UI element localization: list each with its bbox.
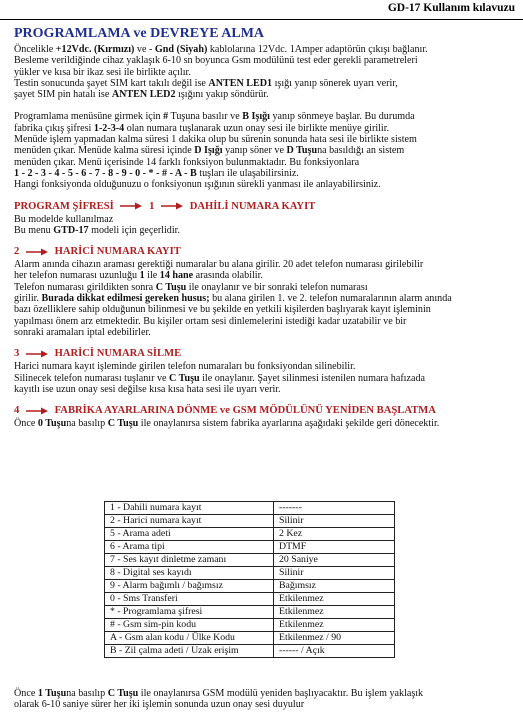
text-line: yükler ve kısa bir ikaz sesi ile birlikte açılır. [14,66,191,78]
setting-value-cell: Silinir [274,515,395,528]
text-line: olarak 6-10 saniye sürer her iki işlemin sonunda uzun onay sesi duyulur [14,699,305,711]
table-row [105,606,395,619]
bold-text: +12Vdc. (Kırmızı) [55,44,135,55]
section-3-text [14,361,514,395]
section-4-heading [14,405,514,417]
setting-name-cell: A - Gsm alan kodu / Ülke Kodu [105,632,274,645]
table-row [105,502,395,515]
intro-paragraph [14,44,514,100]
arrow-right-icon [26,350,48,358]
setting-value-cell: Silinir [274,567,395,580]
setting-value-cell: Etkilenmez [274,619,395,632]
section-3-number: 3 [14,348,20,360]
text-line: kayıtlı ise uzun onay sesi değilse kısa kısa hata sesi ile uyarı verir. [14,383,281,395]
setting-name-cell: 6 - Arama tipi [105,541,274,554]
section-3-heading [14,348,514,360]
arrow-right-icon [161,202,183,210]
table-row [105,541,395,554]
text-line: Bu menu GTD-17 modeli için geçerlidir. [14,224,180,236]
table-row [105,645,395,658]
bold-text: B Işığı [242,111,270,123]
setting-value-cell: Etkilenmez [274,593,395,606]
table-row [105,554,395,567]
table-row [105,632,395,645]
setting-value-cell: Etkilenmez [274,606,395,619]
table-row [105,515,395,528]
arrow-right-icon [26,407,48,415]
bold-text: C Tuşu [107,688,139,699]
section-4-text [14,418,514,429]
table-row [105,528,395,541]
bold-text: 1 Tuşu [37,688,67,699]
section-1-heading [14,201,514,213]
table-row [105,567,395,580]
section-4-number: 4 [14,405,20,417]
bold-text: ANTEN LED1 [208,77,273,89]
section-3-label: HARİCİ NUMARA SİLME [54,348,182,360]
setting-name-cell: 8 - Digital ses kayıdı [105,567,274,580]
bold-text: 1-2-3-4 [93,122,125,134]
arrow-right-icon [120,202,142,210]
bold-text: C Tuşu [107,418,139,430]
table-row [105,593,395,606]
text-line: Telefon numarası girildikten sonra C Tuşu ile onaylanır ve bir sonraki telefon numarası [14,281,368,293]
bold-text: D Tuşu [286,145,318,157]
bold-text: ANTEN LED2 [111,89,176,101]
bold-text: C Tuşu [169,372,200,384]
setting-value-cell: 20 Saniye [274,554,395,567]
section-2-number: 2 [14,246,20,258]
factory-settings-table-wrap [104,501,395,658]
text-line: sonraki aramaları iptal edebilirler. [14,326,151,338]
factory-settings-table [104,501,395,658]
section-1-prefix: PROGRAM ŞİFRESİ [14,200,114,212]
setting-value-cell: Bağımsız [274,580,395,593]
arrow-right-icon [26,248,48,256]
menu-paragraph [14,111,514,190]
setting-name-cell: 1 - Dahili numara kayıt [105,502,274,515]
setting-name-cell: * - Programlama şifresi [105,606,274,619]
table-row [105,580,395,593]
setting-value-cell: 2 Kez [274,528,395,541]
bold-text: GTD-17 [53,224,89,236]
setting-name-cell: 2 - Harici numara kayıt [105,515,274,528]
section-2-text [14,259,514,338]
text-line: Programlama menüsüne girmek için # Tuşuna basılır ve B Işığı yanıp sönmeye başlar. Bu durumda [14,111,415,123]
text-line: girilir. Burada dikkat edilmesi gereken husus; bu alana girilen 1. ve 2. telefon numaralarının alarm anında [14,293,452,305]
document-body [14,26,514,429]
bold-text: 1 - 2 - 3 - 4 - 5 - 6 - 7 - 8 - 9 - 0 - * - # - A - B [14,167,197,179]
text-line: Alarm anında cihazın araması gerektiği numaralar bu alana girilir. 20 adet telefon numarası girilebilir [14,259,424,271]
setting-value-cell: ------- [274,502,395,515]
bold-text: Gnd (Siyah) [154,44,208,55]
setting-name-cell: 7 - Ses kayıt dinletme zamanı [105,554,274,567]
section-1-text [14,214,514,237]
bold-text: 0 Tuşu [37,418,67,430]
text-line: her telefon numarası uzunluğu 1 ile 14 hane arasında olabilir. [14,270,263,282]
text-line: menüden çıkar. Menüde kalma süresi içinde D Işığı yanıp söner ve D Tuşuna basıldığı an sistem [14,145,405,157]
text-line: Önce 1 Tuşuna basılıp C Tuşu ile onaylanırsa GSM modülü yeniden başlıyacaktır. Bu işlem yaklaşık [14,688,424,699]
section-4-label: FABRİKA AYARLARINA DÖNME ve GSM MÖDÜLÜNÜ YENİDEN BAŞLATMA [54,405,436,417]
text-line: Bu modelde kullanılmaz [14,213,114,225]
setting-name-cell: B - Zil çalma adeti / Uzak erişim [105,645,274,658]
text-line: Hangi fonksiyonda olduğunuzu o fonksiyonun ışığının sürekli yanması ile anlayabilirsiniz. [14,179,381,191]
text-line: Öncelikle +12Vdc. (Kırmızı) ve - Gnd (Siyah) kablolarına 12Vdc. 1Amper adaptörün çıkışı bağlanır. [14,44,428,55]
text-line: menüden çıkar. Menü içerisinde 14 farklı fonksiyon bulunmaktadır. Bu fonksiyonlara [14,156,360,168]
bold-text: C Tuşu [155,281,187,293]
text-line: yapılması önem arz etmektedir. Bu kişiler ortam sesi dinlemelerini istediği kadar uzatabilir ve bir [14,315,407,327]
text-line: Önce 0 Tuşuna basılıp C Tuşu ile onaylanırsa sistem fabrika ayarlarına aşağıdaki şekilde geri dönecektir. [14,418,440,430]
bold-text: D Işığı [194,145,223,157]
text-line: bazı özelliklere sahip olduğunun bilinmesi ve bu şekilde en yetkili kişilerden başlıyarak kayıt işleminin [14,304,431,316]
gsm-restart-paragraph [14,688,514,711]
bold-text: 14 hane [159,270,194,282]
text-line: Harici numara kayıt işleminde girilen telefon numaraları bu fonksiyondan silinebilir. [14,361,356,373]
section-2-label: HARİCİ NUMARA KAYIT [54,246,181,258]
bold-text: # [163,111,169,123]
setting-name-cell: # - Gsm sim-pin kodu [105,619,274,632]
page-title: PROGRAMLAMA ve DEVREYE ALMA [14,26,265,41]
header-title: GD-17 Kullanım kılavuzu [387,2,515,14]
setting-name-cell: 9 - Alarm bağımlı / bağımsız [105,580,274,593]
text-line: Besleme verildiğinde cihaz yaklaşık 6-10 sn boyunca Gsm modülünü test eder gerekli parametreleri [14,55,418,67]
setting-name-cell: 0 - Sms Transferi [105,593,274,606]
setting-value-cell: Etkilenmez / 90 [274,632,395,645]
header-divider [0,19,523,20]
section-2-heading [14,246,514,258]
section-1-number: 1 [149,200,155,212]
setting-name-cell: 5 - Arama adeti [105,528,274,541]
text-line: Menüde işlem yapmadan kalma süresi 1 dakika olup bu sürenin sonunda hata sesi ile birlikte sistem [14,134,417,146]
table-row [105,619,395,632]
text-line: 1 - 2 - 3 - 4 - 5 - 6 - 7 - 8 - 9 - 0 - * - # - A - B tuşları ile ulaşabilirsiniz. [14,167,299,179]
text-line: şayet SIM pin hatalı ise ANTEN LED2 ışığını yakıp söndürür. [14,89,269,101]
setting-value-cell: DTMF [274,541,395,554]
bold-text: Burada dikkat edilmesi gereken husus; [41,293,210,305]
section-1-label: DAHİLİ NUMARA KAYIT [189,200,316,212]
text-line: fabrika çıkış şifresi 1-2-3-4 olan numara tuşlanarak uzun onay sesi ile birlikte menüye girilir. [14,122,390,134]
bold-text: 1 [139,270,145,282]
text-line: Silinecek telefon numarası tuşlanır ve C Tuşu ile onaylanır. Şayet silinmesi istenilen numara hafızada [14,372,425,384]
page-header [0,0,523,20]
setting-value-cell: ------ / Açık [274,645,395,658]
text-line: Testin sonucunda şayet SIM kart takılı değil ise ANTEN LED1 ışığı yanıp sönerek uyarı verir, [14,77,398,89]
